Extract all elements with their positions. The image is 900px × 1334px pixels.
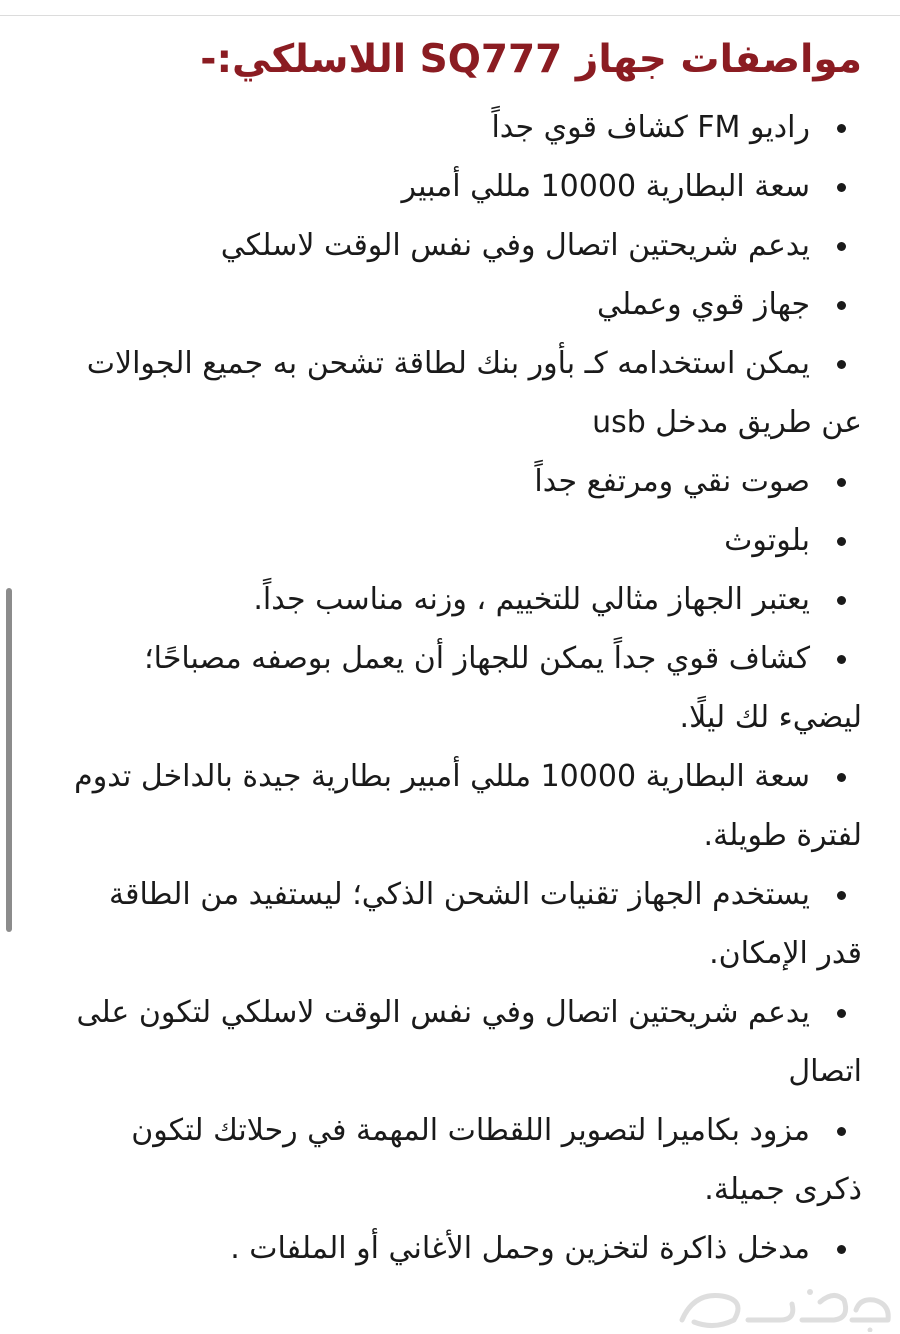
list-item [40, 865, 862, 983]
list-item [40, 157, 862, 216]
vertical-scrollbar[interactable] [6, 588, 12, 932]
item-text: بلوتوث [724, 523, 810, 558]
item-text-continued: لفترة طويلة. [703, 818, 862, 853]
item-text: صوت نقي ومرتفع جداً [534, 464, 810, 499]
list-item [40, 216, 862, 275]
list-item [40, 1101, 862, 1219]
spec-list [40, 98, 862, 1278]
top-divider [0, 0, 900, 16]
list-item [40, 275, 862, 334]
spec-document [40, 22, 862, 1278]
list-item [40, 334, 862, 452]
list-item [40, 511, 862, 570]
haraj-watermark-logo [674, 1280, 896, 1332]
item-text-continued: اتصال [788, 1054, 862, 1089]
item-text: كشاف قوي جداً يمكن للجهاز أن يعمل بوصفه مصباحًا؛ [144, 641, 810, 676]
page-title: مواصفات جهاز SQ777 اللاسلكي:- [200, 37, 862, 82]
item-text: مدخل ذاكرة لتخزين وحمل الأغاني أو الملفات . [230, 1231, 810, 1266]
list-item [40, 98, 862, 157]
item-text: جهاز قوي وعملي [596, 287, 810, 322]
list-item [40, 983, 862, 1101]
item-text: يعتبر الجهاز مثالي للتخييم ، وزنه مناسب جداً. [253, 582, 810, 617]
item-text-continued: ليضيء لك ليلًا. [679, 700, 862, 735]
list-item [40, 629, 862, 747]
item-text-continued: ذكرى جميلة. [704, 1172, 862, 1207]
item-text: يدعم شريحتين اتصال وفي نفس الوقت لاسلكي [220, 228, 810, 263]
list-item [40, 747, 862, 865]
item-text: يستخدم الجهاز تقنيات الشحن الذكي؛ ليستفيد من الطاقة [109, 877, 810, 912]
item-text-continued: عن طريق مدخل usb [592, 405, 862, 440]
item-text: مزود بكاميرا لتصوير اللقطات المهمة في رحلاتك لتكون [131, 1113, 810, 1148]
item-text: سعة البطارية 10000 مللي أمبير بطارية جيدة بالداخل تدوم [74, 759, 810, 794]
item-text: يدعم شريحتين اتصال وفي نفس الوقت لاسلكي لتكون على [76, 995, 810, 1030]
item-text: راديو FM كشاف قوي جداً [491, 110, 810, 145]
item-text: يمكن استخدامه كـ بأور بنك لطاقة تشحن به جميع الجوالات [86, 346, 810, 381]
item-text-continued: قدر الإمكان. [709, 936, 862, 971]
item-text: سعة البطارية 10000 مللي أمبير [401, 169, 810, 204]
list-item [40, 452, 862, 511]
list-item [40, 570, 862, 629]
list-item [40, 1219, 862, 1278]
